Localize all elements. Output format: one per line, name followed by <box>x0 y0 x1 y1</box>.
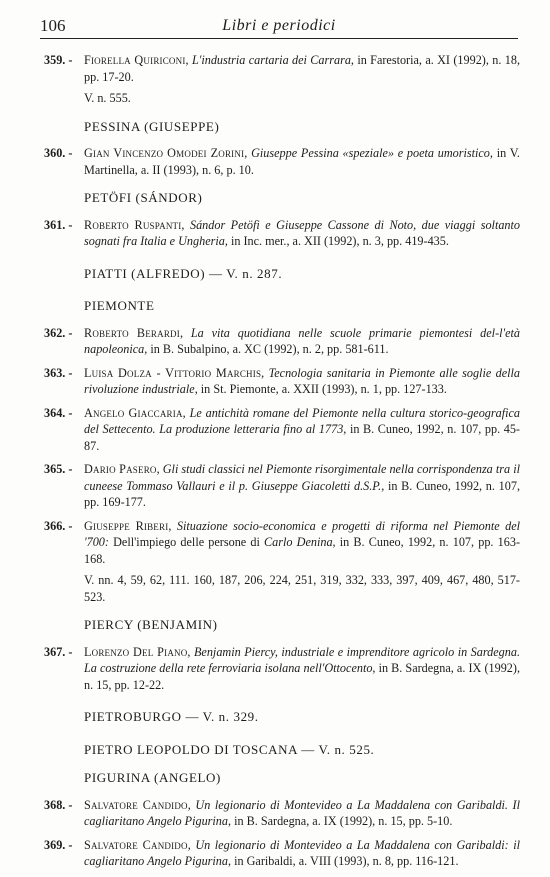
entry-author: Gian Vincenzo Omodei Zorini <box>84 146 245 160</box>
entry-author: Salvatore Candido <box>84 797 188 812</box>
subject-heading: PIEMONTE <box>84 298 155 313</box>
subject-heading: PIERCY (BENJAMIN) <box>84 617 218 632</box>
entry-author: Lorenzo Del Piano <box>84 644 188 659</box>
entry-citation: , in B. Cuneo, 1992, n. 107, pp. 163-168. <box>84 535 521 566</box>
entry-368: 368. - Salvatore Candido, Un legionario di Montevideo a La Maddalena con Garibaldi. Il cagliaritano Angelo Pigurina, in B. Sardegna, a. IX (1992), n. 15, pp. 5-10. <box>44 797 521 828</box>
entry-citation: , in Inc. mer., a. XII (1992), n. 3, pp. 419-435. <box>224 234 449 248</box>
entry-number: 360. - <box>44 146 73 160</box>
entry-author: Luisa Dolza - Vittorio Marchis <box>84 365 262 380</box>
entry-title: Le antichità romane del Piemonte nella cultura storico-geografica del Settecento. La produzione letteraria fino al 1773 <box>84 405 520 436</box>
bibliography-list <box>40 52 520 877</box>
entry-title-continued: Dell'impiego delle persone di <box>108 535 265 549</box>
entry-title: La vita quotidiana nelle scuole primarie piemontesi del-l'età napoleonica <box>84 325 521 356</box>
entry-title: Un legionario di Montevideo a La Maddalena con Garibaldi: il cagliaritano Angelo Pigurina <box>84 837 521 868</box>
entry-citation: , in B. Sardegna, a. IX (1992), n. 15, pp. 12-22. <box>84 661 520 692</box>
entry-title: L'industria cartaria dei Carrara <box>191 53 351 67</box>
entry-number: 366. - <box>44 518 73 533</box>
entry-number: 361. - <box>44 217 73 232</box>
entry-number: 367. - <box>44 644 73 659</box>
entry-citation: , in B. Sardegna, a. IX (1992), n. 15, pp. 5-10. <box>228 814 453 828</box>
subject-heading: PIETROBURGO — V. n. 329. <box>84 709 259 724</box>
entry-number: 365. - <box>44 462 73 476</box>
entry-title: Situazione socio-economica e progetti di riforma nel Piemonte del '700: <box>84 518 521 549</box>
entry-cross-reference: V. n. 555. <box>84 91 131 105</box>
entry-364: 364. - Angelo Giaccaria, Le antichità romane del Piemonte nella cultura storico-geografica del Settecento. La produzione letteraria fino al 1773, in B. Cuneo, 1992, n. 107, pp. 45-87. <box>44 405 520 453</box>
subject-heading: PESSINA (GIUSEPPE) <box>84 118 220 134</box>
entry-citation: , in Garibaldi, a. VIII (1993), n. 8, pp. 116-121. <box>228 854 459 868</box>
entry-number: 363. - <box>44 365 73 380</box>
entry-title: Sándor Petöfi e Giuseppe Cassone di Noto, due viaggi soltanto sognati fra Italia e Ungheria <box>84 217 520 248</box>
subject-heading: PIETRO LEOPOLDO DI TOSCANA — V. n. 525. <box>84 741 375 757</box>
entry-363: 363. - Luisa Dolza - Vittorio Marchis, Tecnologia sanitaria in Piemonte alle soglie della rivoluzione industriale, in St. Piemonte, a. XXII (1993), n. 1, pp. 127-133. <box>44 365 521 396</box>
entry-cross-reference: V. nn. 4, 59, 62, 111. 160, 187, 206, 224, 251, 319, 332, 333, 397, 409, 467, 480, 517-523. <box>84 573 520 604</box>
entry-author: Angelo Giaccaria <box>84 405 183 420</box>
entry-citation: , in B. Cuneo, 1992, n. 107, pp. 169-177. <box>84 478 520 509</box>
entry-citation: , in B. Cuneo, 1992, n. 107, pp. 45-87. <box>84 422 520 453</box>
entry-title-name: Carlo Denina <box>264 535 333 549</box>
subject-heading: PIATTI (ALFREDO) — V. n. 287. <box>84 265 283 281</box>
entry-title: Un legionario di Montevideo a La Maddalena con Garibaldi. Il cagliaritano Angelo Pigurina <box>84 797 521 828</box>
entry-author: Salvatore Candido <box>84 837 188 852</box>
entry-author: Dario Pasero <box>84 462 157 476</box>
entry-number: 369. - <box>44 837 73 852</box>
entry-title: Gli studi classici nel Piemonte risorgimentale nella corrispondenza tra il cuneese Tommaso Vallauri e il p. Giuseppe Giacoletti d.S.P. <box>84 462 520 493</box>
entry-citation: , in B. Subalpino, a. XC (1992), n. 2, pp. 581-611. <box>144 342 389 356</box>
entry-author: Roberto Ruspanti <box>84 217 182 232</box>
subject-heading: PETÖFI (SÁNDOR) <box>84 190 203 205</box>
entry-author: Fiorella Quiriconi <box>84 53 186 67</box>
entry-number: 364. - <box>44 405 73 420</box>
entry-citation: , in Farestoria, a. XI (1992), n. 18, pp. 17-20. <box>84 53 520 84</box>
entry-366: 366. - Giuseppe Riberi, Situazione socio-economica e progetti di riforma nel Piemonte del '700: Dell'impiego delle persone di Carlo Denina, in B. Cuneo, 1992, n. 107, pp. 163-168. V. nn. 4, 59, 62, 111. 160, 187, 206, 224, 251, 319, 332, 333, 397, 409, 467, 480, 517-523. <box>44 518 521 604</box>
entry-360: 360. - Gian Vincenzo Omodei Zorini, Giuseppe Pessina «speziale» e poeta umoristico, in V. Martinella, a. II (1993), n. 6, p. 10. <box>44 146 520 177</box>
entry-title: Benjamin Piercy, industriale e imprenditore agricolo in Sardegna. La costruzione della rete ferroviaria isolana nell'Ottocento <box>84 644 520 675</box>
entry-361: 361. - Roberto Ruspanti, Sándor Petöfi e Giuseppe Cassone di Noto, due viaggi soltanto sognati fra Italia e Ungheria, in Inc. mer., a. XII (1992), n. 3, pp. 419-435. <box>44 217 520 248</box>
entry-number: 362. - <box>44 325 73 340</box>
entry-title: Giuseppe Pessina «speziale» e poeta umoristico <box>251 146 490 160</box>
entry-title: Tecnologia sanitaria in Piemonte alle soglie della rivoluzione industriale <box>84 365 521 396</box>
entry-367: 367. - Lorenzo Del Piano, Benjamin Piercy, industriale e imprenditore agricolo in Sardegna. La costruzione della rete ferroviaria isolana nell'Ottocento, in B. Sardegna, a. IX (1992), n. 15, pp. 12-22. <box>44 644 520 692</box>
page-number: 106 <box>40 16 66 35</box>
entry-author: Roberto Berardi <box>84 325 180 340</box>
entry-362: 362. - Roberto Berardi, La vita quotidiana nelle scuole primarie piemontesi del-l'età napoleonica, in B. Subalpino, a. XC (1992), n. 2, pp. 581-611. <box>44 325 521 356</box>
entry-365: 365. - Dario Pasero, Gli studi classici nel Piemonte risorgimentale nella corrispondenza tra il cuneese Tommaso Vallauri e il p. Giuseppe Giacoletti d.S.P., in B. Cuneo, 1992, n. 107, pp. 169-177. <box>44 462 520 509</box>
page-header <box>40 14 518 39</box>
running-title: Libri e periodici <box>222 17 336 34</box>
entry-citation: , in St. Piemonte, a. XXII (1993), n. 1, pp. 127-133. <box>194 382 447 396</box>
entry-author: Giuseppe Riberi <box>84 518 169 533</box>
entry-number: 368. - <box>44 797 73 812</box>
entry-number: 359. - <box>44 53 73 67</box>
subject-heading: PIGURINA (ANGELO) <box>84 770 221 785</box>
entry-369: 369. - Salvatore Candido, Un legionario di Montevideo a La Maddalena con Garibaldi: il cagliaritano Angelo Pigurina, in Garibaldi, a. VIII (1993), n. 8, pp. 116-121. <box>44 837 521 868</box>
entry-359: 359. - Fiorella Quiriconi, L'industria cartaria dei Carrara, in Farestoria, a. XI (1992), n. 18, pp. 17-20. V. n. 555. <box>44 53 520 105</box>
entry-citation: , in V. Martinella, a. II (1993), n. 6, p. 10. <box>84 146 520 177</box>
